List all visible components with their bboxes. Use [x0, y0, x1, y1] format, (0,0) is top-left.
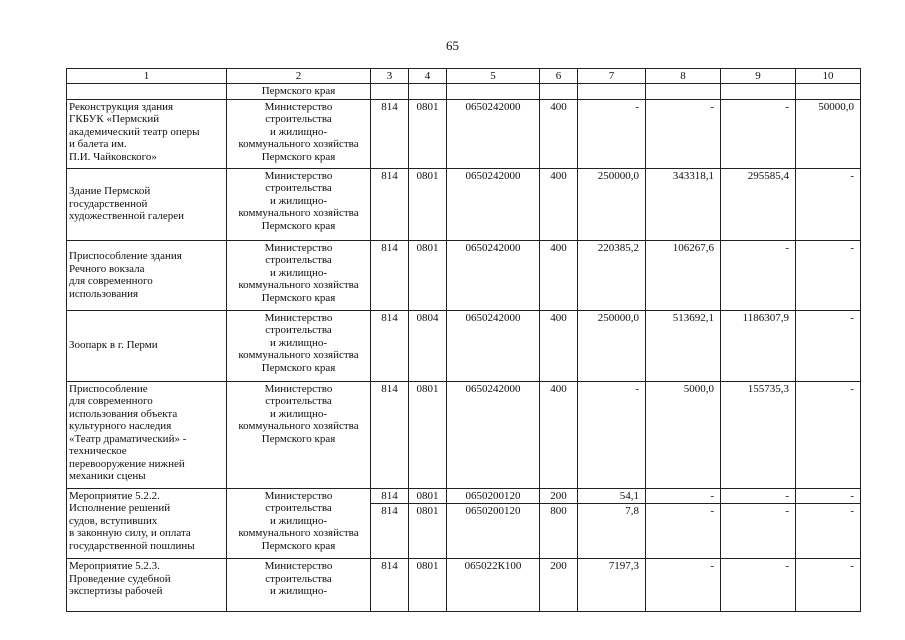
- continuation-row: [67, 84, 861, 100]
- description-line: Приспособление: [69, 382, 148, 395]
- ministry-line: коммунального хозяйства: [238, 420, 359, 432]
- ministry-cell: [227, 240, 371, 310]
- target-article-cell: 0650200120: [447, 488, 540, 504]
- empty-cell: [447, 84, 540, 100]
- amount-year4-cell: -: [796, 381, 861, 488]
- ministry-line: и жилищно-: [269, 514, 328, 527]
- description-line: Речного вокзала: [69, 262, 145, 275]
- col-header-1: 1: [67, 69, 227, 84]
- target-article-cell: 0650242000: [447, 310, 540, 381]
- amount-year2-cell: 106267,6: [646, 240, 721, 310]
- ministry-cell: [227, 559, 371, 612]
- ministry-line: строительства: [265, 324, 332, 336]
- ministry-line: и жилищно-: [269, 266, 328, 279]
- target-article-cell: 0650242000: [447, 381, 540, 488]
- expense-type-cell: 400: [540, 99, 578, 168]
- ministry-line: Пермского края: [261, 361, 336, 374]
- table-row: [67, 240, 861, 310]
- col-header-6: 6: [540, 69, 578, 84]
- col-header-9: 9: [721, 69, 796, 84]
- amount-year4-cell: -: [796, 240, 861, 310]
- gr-code-cell: 814: [371, 488, 409, 504]
- amount-year4-cell: -: [796, 504, 861, 559]
- expense-type-cell: 400: [540, 168, 578, 240]
- amount-year1-cell: 250000,0: [578, 310, 646, 381]
- ministry-line: Министерство: [264, 560, 333, 572]
- gr-code-cell: 814: [371, 504, 409, 559]
- col-header-7: 7: [578, 69, 646, 84]
- description-line: Приспособление здания: [69, 250, 182, 262]
- ministry-line: коммунального хозяйства: [238, 207, 359, 219]
- ministry-line: коммунального хозяйства: [238, 279, 359, 291]
- description-line: использования объекта: [69, 407, 178, 420]
- amount-year4-cell: -: [796, 310, 861, 381]
- description-line: для современного: [69, 275, 153, 287]
- ministry-line: Министерство: [264, 489, 333, 502]
- empty-cell: [578, 84, 646, 100]
- amount-year1-cell: -: [578, 99, 646, 168]
- description-cell: [67, 240, 227, 310]
- description-line: государственной пошлины: [69, 539, 195, 552]
- description-line: техническое: [69, 445, 127, 457]
- ministry-cell: [227, 168, 371, 240]
- col-header-5: 5: [447, 69, 540, 84]
- empty-cell: [540, 84, 578, 100]
- table-row: [67, 488, 861, 504]
- description-line: механики сцены: [69, 470, 146, 482]
- ministry-line: коммунального хозяйства: [238, 138, 359, 150]
- ministry-cell: [227, 310, 371, 381]
- description-line: и балета им.: [69, 138, 127, 150]
- table-row: [67, 99, 861, 168]
- target-article-cell: 0650242000: [447, 240, 540, 310]
- page-number: 65: [446, 38, 459, 53]
- empty-cell: [646, 84, 721, 100]
- col-header-10: 10: [796, 69, 861, 84]
- ministry-line: строительства: [265, 113, 332, 125]
- description-cell: [67, 99, 227, 168]
- amount-year2-cell: -: [646, 488, 721, 504]
- expense-type-cell: 800: [540, 504, 578, 559]
- description-line: Зоопарк в г. Перми: [69, 339, 158, 352]
- ministry-line: и жилищно-: [269, 194, 328, 207]
- ministry-line: Пермского края: [261, 85, 336, 97]
- description-cell: [67, 84, 227, 100]
- ministry-line: и жилищно-: [269, 125, 328, 138]
- description-cell: [67, 381, 227, 488]
- expense-type-cell: 200: [540, 559, 578, 612]
- description-line: судов, вступивших: [69, 514, 158, 527]
- table-row: [67, 168, 861, 240]
- table-row: [67, 559, 861, 612]
- amount-year4-cell: -: [796, 488, 861, 504]
- amount-year1-cell: 220385,2: [578, 240, 646, 310]
- amount-year3-cell: -: [721, 99, 796, 168]
- amount-year1-cell: 250000,0: [578, 168, 646, 240]
- ministry-line: строительства: [265, 395, 332, 407]
- col-header-4: 4: [409, 69, 447, 84]
- ministry-line: строительства: [265, 182, 332, 194]
- ministry-line: строительства: [265, 254, 332, 266]
- description-line: художественной галереи: [69, 210, 185, 223]
- description-line: П.И. Чайковского»: [69, 150, 157, 163]
- description-line: государственной: [69, 197, 148, 210]
- target-article-cell: 065022К100: [447, 559, 540, 612]
- amount-year1-cell: 54,1: [578, 488, 646, 504]
- description-line: перевооружение нижней: [69, 457, 185, 470]
- description-line: в законную силу, и оплата: [69, 527, 191, 539]
- col-header-2: 2: [227, 69, 371, 84]
- amount-year3-cell: -: [721, 504, 796, 559]
- section-code-cell: 0801: [409, 168, 447, 240]
- table-row: [67, 381, 861, 488]
- description-line: «Театр драматический» -: [69, 432, 187, 445]
- amount-year4-cell: -: [796, 168, 861, 240]
- gr-code-cell: 814: [371, 99, 409, 168]
- description-line: экспертизы рабочей: [69, 585, 163, 597]
- gr-code-cell: 814: [371, 559, 409, 612]
- ministry-line: и жилищно-: [269, 585, 328, 597]
- amount-year3-cell: -: [721, 559, 796, 612]
- empty-cell: [371, 84, 409, 100]
- section-code-cell: 0801: [409, 240, 447, 310]
- description-line: использования: [69, 287, 139, 300]
- description-line: Исполнение решений: [69, 502, 171, 514]
- amount-year3-cell: 1186307,9: [721, 310, 796, 381]
- gr-code-cell: 814: [371, 168, 409, 240]
- header-row: [67, 69, 861, 84]
- description-line: академический театр оперы: [69, 125, 200, 138]
- ministry-line: строительства: [265, 572, 332, 585]
- amount-year4-cell: 50000,0: [796, 99, 861, 168]
- description-line: культурного наследия: [69, 420, 172, 432]
- description-cell: [67, 168, 227, 240]
- amount-year3-cell: 295585,4: [721, 168, 796, 240]
- gr-code-cell: 814: [371, 310, 409, 381]
- amount-year1-cell: 7,8: [578, 504, 646, 559]
- col-header-8: 8: [646, 69, 721, 84]
- ministry-line: Пермского края: [261, 150, 336, 163]
- gr-code-cell: 814: [371, 240, 409, 310]
- ministry-line: Пермского края: [261, 539, 336, 552]
- gr-code-cell: 814: [371, 381, 409, 488]
- ministry-line: коммунального хозяйства: [238, 349, 359, 361]
- ministry-line: Министерство: [264, 382, 333, 395]
- section-code-cell: 0801: [409, 381, 447, 488]
- amount-year1-cell: -: [578, 381, 646, 488]
- amount-year2-cell: 513692,1: [646, 310, 721, 381]
- ministry-line: Пермского края: [261, 291, 336, 304]
- ministry-cell: [227, 84, 371, 100]
- section-code-cell: 0801: [409, 504, 447, 559]
- ministry-cell: [227, 381, 371, 488]
- empty-cell: [721, 84, 796, 100]
- empty-cell: [796, 84, 861, 100]
- section-code-cell: 0801: [409, 488, 447, 504]
- ministry-line: и жилищно-: [269, 407, 328, 420]
- ministry-line: Министерство: [264, 100, 333, 113]
- target-article-cell: 0650200120: [447, 504, 540, 559]
- amount-year3-cell: 155735,3: [721, 381, 796, 488]
- amount-year3-cell: -: [721, 240, 796, 310]
- ministry-line: коммунального хозяйства: [238, 527, 359, 539]
- ministry-line: Министерство: [264, 241, 333, 254]
- ministry-cell: [227, 488, 371, 559]
- expense-type-cell: 400: [540, 381, 578, 488]
- ministry-cell: [227, 99, 371, 168]
- budget-table: [66, 68, 861, 612]
- table-row: [67, 310, 861, 381]
- expense-type-cell: 200: [540, 488, 578, 504]
- description-line: Здание Пермской: [69, 185, 151, 198]
- target-article-cell: 0650242000: [447, 168, 540, 240]
- description-cell: [67, 559, 227, 612]
- ministry-line: и жилищно-: [269, 336, 328, 349]
- description-line: Проведение судебной: [69, 572, 171, 585]
- empty-cell: [409, 84, 447, 100]
- section-code-cell: 0801: [409, 99, 447, 168]
- ministry-line: строительства: [265, 502, 332, 514]
- description-line: Реконструкция здания: [69, 100, 174, 113]
- col-header-3: 3: [371, 69, 409, 84]
- amount-year2-cell: -: [646, 99, 721, 168]
- ministry-line: Пермского края: [261, 219, 336, 232]
- amount-year2-cell: 343318,1: [646, 168, 721, 240]
- amount-year2-cell: -: [646, 504, 721, 559]
- section-code-cell: 0804: [409, 310, 447, 381]
- section-code-cell: 0801: [409, 559, 447, 612]
- description-line: ГКБУК «Пермский: [69, 113, 160, 125]
- ministry-line: Пермского края: [261, 432, 336, 445]
- expense-type-cell: 400: [540, 240, 578, 310]
- amount-year2-cell: 5000,0: [646, 381, 721, 488]
- description-line: Мероприятие 5.2.3.: [69, 560, 160, 572]
- amount-year1-cell: 7197,3: [578, 559, 646, 612]
- amount-year2-cell: -: [646, 559, 721, 612]
- description-cell: [67, 488, 227, 559]
- expense-type-cell: 400: [540, 310, 578, 381]
- amount-year4-cell: -: [796, 559, 861, 612]
- ministry-line: Министерство: [264, 311, 333, 324]
- description-cell: [67, 310, 227, 381]
- ministry-line: Министерство: [264, 169, 333, 182]
- amount-year3-cell: -: [721, 488, 796, 504]
- description-line: Мероприятие 5.2.2.: [69, 489, 160, 502]
- description-line: для современного: [69, 395, 153, 407]
- target-article-cell: 0650242000: [447, 99, 540, 168]
